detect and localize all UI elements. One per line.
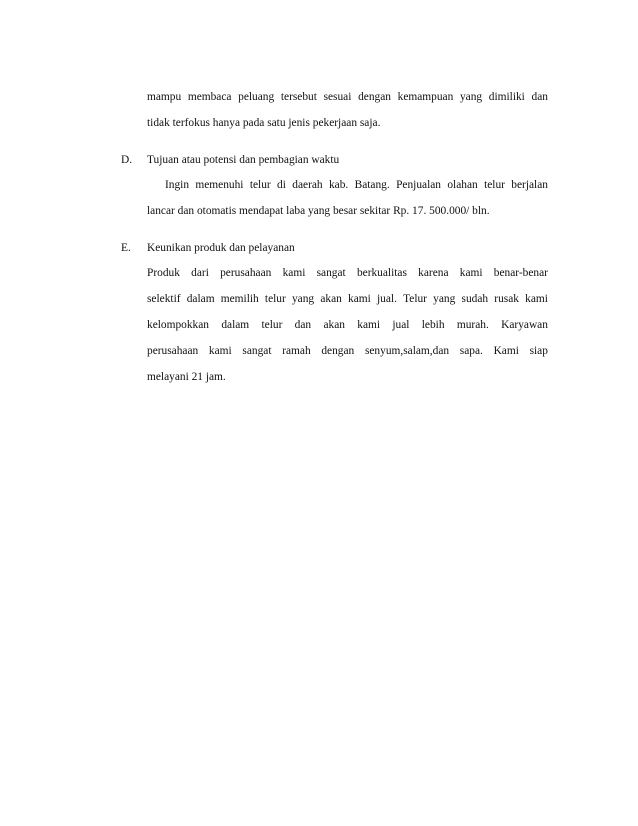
paragraph-line: Produk dari perusahaan kami sangat berkualitas karena kami benar-benar	[147, 267, 548, 279]
paragraph-line: selektif dalam memilih telur yang akan kami jual. Telur yang sudah rusak kami	[147, 293, 548, 305]
paragraph-line: perusahaan kami sangat ramah dengan senyum,salam,dan sapa. Kami siap	[147, 345, 548, 357]
paragraph-line: kelompokkan dalam telur dan akan kami jual lebih murah. Karyawan	[147, 319, 548, 331]
paragraph-line: mampu membaca peluang tersebut sesuai dengan kemampuan yang dimiliki dan	[147, 91, 548, 103]
section-d-title: Tujuan atau potensi dan pembagian waktu	[147, 154, 340, 166]
section-e-title: Keunikan produk dan pelayanan	[147, 242, 295, 254]
section-e-letter: E.	[121, 242, 131, 254]
paragraph-line: Ingin memenuhi telur di daerah kab. Batang. Penjualan olahan telur berjalan	[165, 179, 548, 191]
paragraph-line: tidak terfokus hanya pada satu jenis pekerjaan saja.	[147, 117, 381, 129]
section-d-letter: D.	[121, 154, 133, 166]
paragraph-line: lancar dan otomatis mendapat laba yang besar sekitar Rp. 17. 500.000/ bln.	[147, 205, 490, 217]
paragraph-line: melayani 21 jam.	[147, 371, 226, 383]
